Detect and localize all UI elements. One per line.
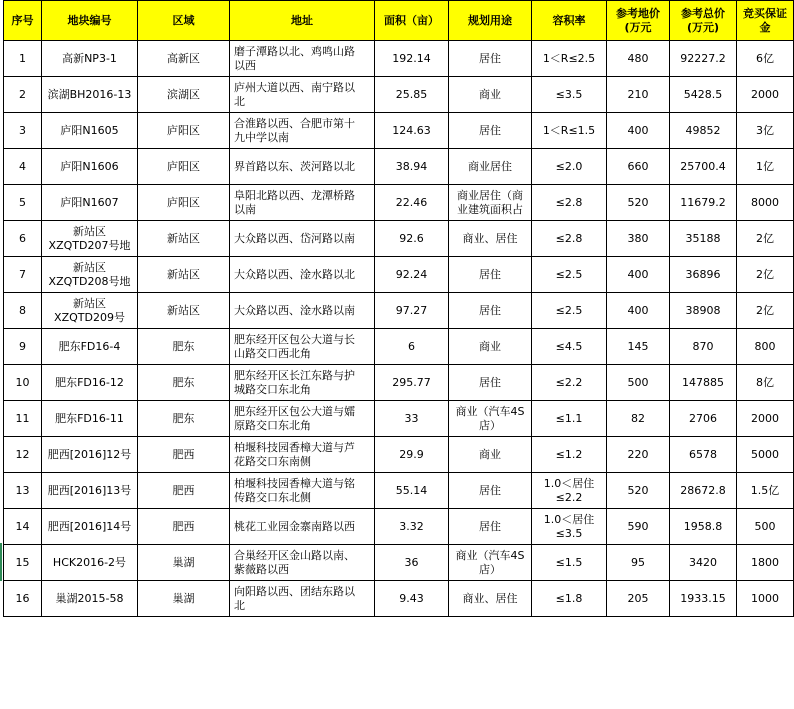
cell-price: 400 <box>607 113 670 149</box>
cell-code: 新站区 XZQTD207号地 <box>42 221 138 257</box>
cell-total: 11679.2 <box>670 185 737 221</box>
cell-far: ≤2.5 <box>532 293 607 329</box>
cell-use: 商业居住（商 业建筑面积占 <box>449 185 532 221</box>
cell-deposit: 2000 <box>737 401 794 437</box>
cell-price: 205 <box>607 581 670 617</box>
cell-deposit: 1000 <box>737 581 794 617</box>
cell-far: ≤1.8 <box>532 581 607 617</box>
header-row <box>4 1 794 41</box>
cell-far: ≤4.5 <box>532 329 607 365</box>
cell-far: ≤3.5 <box>532 77 607 113</box>
cell-code: 肥西[2016]12号 <box>42 437 138 473</box>
cell-no: 11 <box>4 401 42 437</box>
table-row <box>4 77 794 113</box>
table-row <box>4 149 794 185</box>
cell-use: 居住 <box>449 473 532 509</box>
cell-price: 400 <box>607 293 670 329</box>
table-row <box>4 329 794 365</box>
cell-far: 1＜R≤1.5 <box>532 113 607 149</box>
cell-deposit: 1亿 <box>737 149 794 185</box>
cell-price: 380 <box>607 221 670 257</box>
cell-code: 肥东FD16-12 <box>42 365 138 401</box>
cell-code: 肥西[2016]14号 <box>42 509 138 545</box>
cell-address: 合巢经开区金山路以南、 紫薇路以西 <box>230 545 375 581</box>
cell-address: 桃花工业园金寨南路以西 <box>230 509 375 545</box>
cell-area: 新站区 <box>138 257 230 293</box>
cell-deposit: 3亿 <box>737 113 794 149</box>
cell-no: 4 <box>4 149 42 185</box>
cell-total: 35188 <box>670 221 737 257</box>
cell-area: 肥西 <box>138 509 230 545</box>
cell-code: 新站区 XZQTD208号地 <box>42 257 138 293</box>
cell-use: 居住 <box>449 293 532 329</box>
cell-size: 22.46 <box>375 185 449 221</box>
cell-total: 38908 <box>670 293 737 329</box>
table-row <box>4 545 794 581</box>
cell-size: 92.24 <box>375 257 449 293</box>
cell-no: 10 <box>4 365 42 401</box>
cell-area: 巢湖 <box>138 581 230 617</box>
cell-far: ≤2.2 <box>532 365 607 401</box>
cell-far: 1＜R≤2.5 <box>532 41 607 77</box>
cell-address: 肥东经开区包公大道与长 山路交口西北角 <box>230 329 375 365</box>
cell-price: 590 <box>607 509 670 545</box>
cell-far: 1.0＜居住 ≤3.5 <box>532 509 607 545</box>
table-row <box>4 509 794 545</box>
cell-deposit: 5000 <box>737 437 794 473</box>
cell-size: 9.43 <box>375 581 449 617</box>
header-address: 地址 <box>230 1 375 41</box>
cell-address: 柏堰科技园香樟大道与芦 花路交口东南侧 <box>230 437 375 473</box>
cell-no: 3 <box>4 113 42 149</box>
cell-area: 肥东 <box>138 329 230 365</box>
cell-size: 29.9 <box>375 437 449 473</box>
cell-address: 界首路以东、茨河路以北 <box>230 149 375 185</box>
cell-deposit: 2亿 <box>737 221 794 257</box>
cell-code: HCK2016-2号 <box>42 545 138 581</box>
cell-price: 220 <box>607 437 670 473</box>
cell-total: 870 <box>670 329 737 365</box>
cell-total: 2706 <box>670 401 737 437</box>
table-row <box>4 113 794 149</box>
cell-area: 肥西 <box>138 473 230 509</box>
cell-price: 480 <box>607 41 670 77</box>
cell-area: 庐阳区 <box>138 113 230 149</box>
cell-code: 新站区 XZQTD209号 <box>42 293 138 329</box>
cell-total: 1933.15 <box>670 581 737 617</box>
cell-address: 大众路以西、淦水路以北 <box>230 257 375 293</box>
cell-deposit: 2亿 <box>737 257 794 293</box>
cell-address: 庐州大道以西、南宁路以 北 <box>230 77 375 113</box>
cell-use: 居住 <box>449 41 532 77</box>
cell-address: 肥东经开区长江东路与护 城路交口东北角 <box>230 365 375 401</box>
table-row <box>4 473 794 509</box>
cell-use: 居住 <box>449 113 532 149</box>
cell-use: 居住 <box>449 509 532 545</box>
cell-no: 15 <box>4 545 42 581</box>
cell-deposit: 8亿 <box>737 365 794 401</box>
cell-no: 8 <box>4 293 42 329</box>
cell-total: 36896 <box>670 257 737 293</box>
header-price: 参考地价 (万元 <box>607 1 670 41</box>
header-no: 序号 <box>4 1 42 41</box>
table-row <box>4 221 794 257</box>
land-auction-table <box>3 0 794 617</box>
cell-address: 向阳路以西、团结东路以 北 <box>230 581 375 617</box>
cell-use: 商业 <box>449 329 532 365</box>
cell-address: 大众路以西、岱河路以南 <box>230 221 375 257</box>
header-total: 参考总价 (万元) <box>670 1 737 41</box>
cell-code: 庐阳N1605 <box>42 113 138 149</box>
cell-far: ≤1.1 <box>532 401 607 437</box>
cell-address: 合淮路以西、合肥市第十 九中学以南 <box>230 113 375 149</box>
cell-no: 6 <box>4 221 42 257</box>
cell-code: 高新NP3-1 <box>42 41 138 77</box>
cell-total: 49852 <box>670 113 737 149</box>
table-row <box>4 365 794 401</box>
cell-area: 新站区 <box>138 293 230 329</box>
cell-use: 商业（汽车4S 店） <box>449 545 532 581</box>
cell-area: 新站区 <box>138 221 230 257</box>
cell-deposit: 2亿 <box>737 293 794 329</box>
cell-use: 商业 <box>449 437 532 473</box>
cell-no: 2 <box>4 77 42 113</box>
table-row <box>4 185 794 221</box>
cell-deposit: 6亿 <box>737 41 794 77</box>
cell-use: 商业、居住 <box>449 221 532 257</box>
cell-use: 商业、居住 <box>449 581 532 617</box>
cell-far: ≤2.0 <box>532 149 607 185</box>
cell-price: 95 <box>607 545 670 581</box>
cell-use: 居住 <box>449 257 532 293</box>
cell-area: 庐阳区 <box>138 149 230 185</box>
cell-area: 庐阳区 <box>138 185 230 221</box>
cell-address: 肥东经开区包公大道与嬬 原路交口东北角 <box>230 401 375 437</box>
cell-deposit: 800 <box>737 329 794 365</box>
cell-size: 192.14 <box>375 41 449 77</box>
cell-price: 145 <box>607 329 670 365</box>
cell-far: ≤2.8 <box>532 221 607 257</box>
cell-price: 82 <box>607 401 670 437</box>
cell-far: ≤2.8 <box>532 185 607 221</box>
cell-no: 1 <box>4 41 42 77</box>
table-row <box>4 41 794 77</box>
cell-area: 肥西 <box>138 437 230 473</box>
cell-code: 庐阳N1606 <box>42 149 138 185</box>
cell-size: 124.63 <box>375 113 449 149</box>
cell-deposit: 500 <box>737 509 794 545</box>
cell-total: 3420 <box>670 545 737 581</box>
cell-far: ≤1.5 <box>532 545 607 581</box>
cell-size: 36 <box>375 545 449 581</box>
cell-price: 520 <box>607 185 670 221</box>
cell-deposit: 1.5亿 <box>737 473 794 509</box>
table-row <box>4 293 794 329</box>
cell-area: 肥东 <box>138 401 230 437</box>
cell-total: 92227.2 <box>670 41 737 77</box>
cell-deposit: 8000 <box>737 185 794 221</box>
header-use: 规划用途 <box>449 1 532 41</box>
cell-size: 295.77 <box>375 365 449 401</box>
cell-deposit: 1800 <box>737 545 794 581</box>
cell-size: 55.14 <box>375 473 449 509</box>
cell-no: 9 <box>4 329 42 365</box>
cell-far: ≤1.2 <box>532 437 607 473</box>
cell-code: 肥东FD16-11 <box>42 401 138 437</box>
cell-far: ≤2.5 <box>532 257 607 293</box>
cell-area: 巢湖 <box>138 545 230 581</box>
cell-price: 660 <box>607 149 670 185</box>
header-area: 区域 <box>138 1 230 41</box>
cell-far: 1.0＜居住 ≤2.2 <box>532 473 607 509</box>
cell-no: 16 <box>4 581 42 617</box>
cell-area: 滨湖区 <box>138 77 230 113</box>
table-row <box>4 581 794 617</box>
cell-use: 商业（汽车4S 店） <box>449 401 532 437</box>
cell-size: 25.85 <box>375 77 449 113</box>
cell-size: 6 <box>375 329 449 365</box>
cell-code: 肥西[2016]13号 <box>42 473 138 509</box>
header-far: 容积率 <box>532 1 607 41</box>
cell-total: 147885 <box>670 365 737 401</box>
cell-address: 柏堰科技园香樟大道与铭 传路交口东北侧 <box>230 473 375 509</box>
cell-deposit: 2000 <box>737 77 794 113</box>
cell-total: 1958.8 <box>670 509 737 545</box>
cell-code: 肥东FD16-4 <box>42 329 138 365</box>
cell-use: 商业居住 <box>449 149 532 185</box>
cell-use: 居住 <box>449 365 532 401</box>
header-code: 地块编号 <box>42 1 138 41</box>
cell-size: 38.94 <box>375 149 449 185</box>
cell-address: 磨子潭路以北、鸡鸣山路 以西 <box>230 41 375 77</box>
cell-no: 13 <box>4 473 42 509</box>
cell-no: 14 <box>4 509 42 545</box>
cell-total: 5428.5 <box>670 77 737 113</box>
cell-area: 肥东 <box>138 365 230 401</box>
cell-price: 520 <box>607 473 670 509</box>
cell-size: 92.6 <box>375 221 449 257</box>
cell-size: 33 <box>375 401 449 437</box>
cell-area: 高新区 <box>138 41 230 77</box>
header-deposit: 竞买保证金 <box>737 1 794 41</box>
cell-size: 3.32 <box>375 509 449 545</box>
cell-no: 7 <box>4 257 42 293</box>
cell-total: 28672.8 <box>670 473 737 509</box>
cell-price: 400 <box>607 257 670 293</box>
cell-code: 庐阳N1607 <box>42 185 138 221</box>
cell-size: 97.27 <box>375 293 449 329</box>
cell-price: 210 <box>607 77 670 113</box>
cell-price: 500 <box>607 365 670 401</box>
cell-no: 5 <box>4 185 42 221</box>
header-size: 面积（亩） <box>375 1 449 41</box>
cell-code: 巢湖2015-58 <box>42 581 138 617</box>
row-13-marker <box>0 543 2 581</box>
table-row <box>4 401 794 437</box>
cell-use: 商业 <box>449 77 532 113</box>
cell-address: 阜阳北路以西、龙潭桥路 以南 <box>230 185 375 221</box>
cell-code: 滨湖BH2016-13 <box>42 77 138 113</box>
cell-address: 大众路以西、淦水路以南 <box>230 293 375 329</box>
cell-no: 12 <box>4 437 42 473</box>
table-row <box>4 437 794 473</box>
cell-total: 6578 <box>670 437 737 473</box>
table-row <box>4 257 794 293</box>
cell-total: 25700.4 <box>670 149 737 185</box>
